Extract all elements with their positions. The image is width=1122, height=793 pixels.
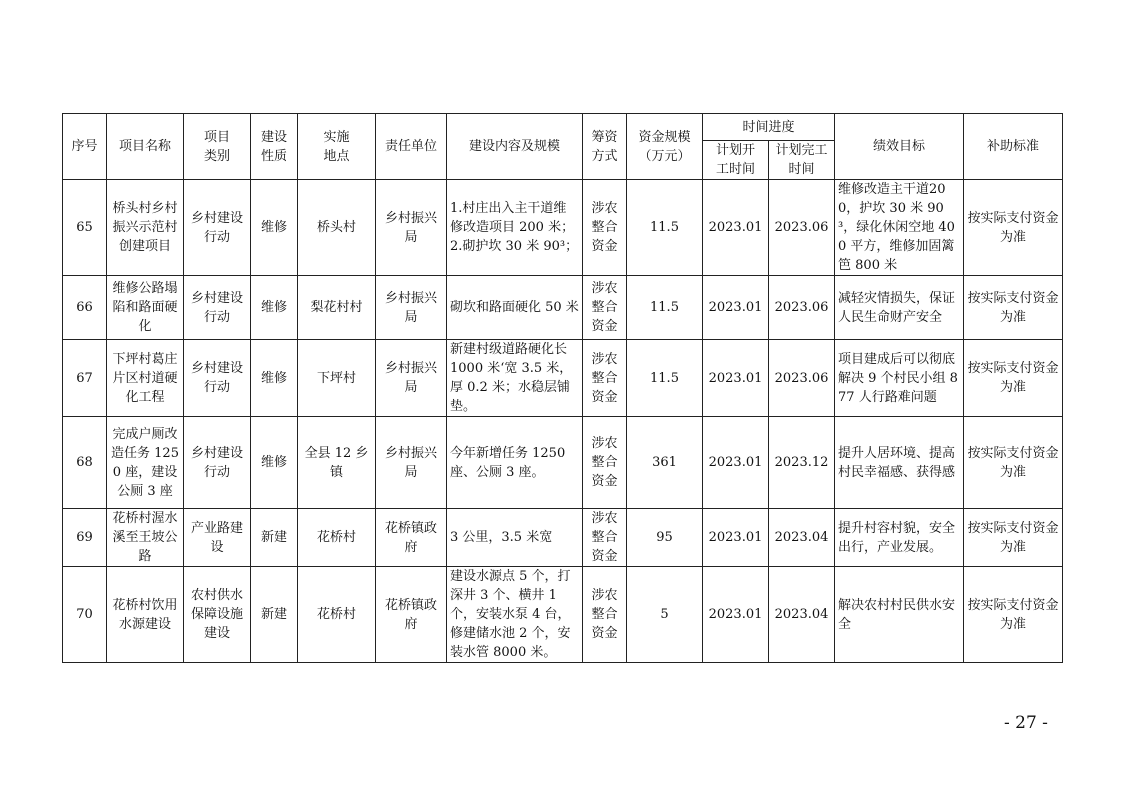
cell-scale: 11.5 [627, 340, 703, 417]
table-row [63, 417, 1063, 509]
cell-nature: 维修 [251, 340, 298, 417]
cell-category: 乡村建设行动 [184, 417, 251, 509]
header-location [298, 114, 376, 180]
cell-category: 乡村建设行动 [184, 180, 251, 276]
cell-nature: 新建 [251, 567, 298, 663]
cell-location: 花桥村 [298, 567, 376, 663]
cell-unit: 乡村振兴局 [376, 417, 447, 509]
header-name: 项目名称 [107, 114, 184, 180]
cell-scale: 11.5 [627, 180, 703, 276]
cell-funding: 涉农整合资金 [583, 417, 627, 509]
cell-unit: 乡村振兴局 [376, 276, 447, 340]
header-nature [251, 114, 298, 180]
cell-scale: 361 [627, 417, 703, 509]
cell-name: 桥头村乡村振兴示范村创建项目 [107, 180, 184, 276]
cell-category: 乡村建设行动 [184, 340, 251, 417]
cell-category: 乡村建设行动 [184, 276, 251, 340]
project-table [62, 113, 1063, 663]
header-unit: 责任单位 [376, 114, 447, 180]
cell-funding: 涉农整合资金 [583, 180, 627, 276]
cell-funding: 涉农整合资金 [583, 276, 627, 340]
cell-goal: 项目建成后可以彻底解决 9 个村民小组 877 人行路难问题 [835, 340, 964, 417]
cell-nature: 维修 [251, 180, 298, 276]
cell-start: 2023.01 [703, 509, 769, 567]
header-category [184, 114, 251, 180]
cell-nature: 维修 [251, 417, 298, 509]
cell-unit: 乡村振兴局 [376, 180, 447, 276]
cell-end: 2023.12 [769, 417, 835, 509]
cell-subsidy: 按实际支付资金为准 [964, 417, 1063, 509]
cell-funding: 涉农整合资金 [583, 567, 627, 663]
cell-goal: 提升村容村貌，安全出行，产业发展。 [835, 509, 964, 567]
cell-seq: 65 [63, 180, 107, 276]
table-body [63, 180, 1063, 663]
cell-nature: 新建 [251, 509, 298, 567]
cell-subsidy: 按实际支付资金为准 [964, 340, 1063, 417]
cell-nature: 维修 [251, 276, 298, 340]
header-funding [583, 114, 627, 180]
cell-end: 2023.06 [769, 276, 835, 340]
cell-unit: 花桥镇政府 [376, 509, 447, 567]
cell-unit: 乡村振兴局 [376, 340, 447, 417]
cell-end: 2023.04 [769, 509, 835, 567]
cell-category: 产业路建设 [184, 509, 251, 567]
table-row [63, 180, 1063, 276]
cell-scale: 5 [627, 567, 703, 663]
header-end [769, 141, 835, 180]
cell-scale: 11.5 [627, 276, 703, 340]
table-header [63, 114, 1063, 180]
cell-location: 花桥村 [298, 509, 376, 567]
cell-name: 花桥村渥水溪至王坡公路 [107, 509, 184, 567]
cell-seq: 67 [63, 340, 107, 417]
cell-content: 3 公里，3.5 米宽 [447, 509, 583, 567]
cell-location: 梨花村村 [298, 276, 376, 340]
header-seq: 序号 [63, 114, 107, 180]
cell-start: 2023.01 [703, 340, 769, 417]
table-row [63, 340, 1063, 417]
cell-content: 今年新增任务 1250 座、公厕 3 座。 [447, 417, 583, 509]
cell-name: 下坪村葛庄片区村道硬化工程 [107, 340, 184, 417]
header-location-text: 实施 地点 [323, 129, 350, 164]
cell-funding: 涉农整合资金 [583, 509, 627, 567]
header-funding-text: 筹资 方式 [591, 129, 618, 164]
cell-seq: 68 [63, 417, 107, 509]
table-row [63, 509, 1063, 567]
header-scale [627, 114, 703, 180]
cell-start: 2023.01 [703, 567, 769, 663]
cell-content: 1.村庄出入主干道维修改造项目 200 米；2.砌护坎 30 米 90³； [447, 180, 583, 276]
cell-goal: 维修改造主干道200，护坎 30 米 90³，绿化休闲空地 400 平方，维修加固篱笆 800 米 [835, 180, 964, 276]
cell-category: 农村供水保障设施建设 [184, 567, 251, 663]
cell-content: 砌坎和路面硬化 50 米 [447, 276, 583, 340]
cell-subsidy: 按实际支付资金为准 [964, 180, 1063, 276]
cell-start: 2023.01 [703, 180, 769, 276]
cell-location: 桥头村 [298, 180, 376, 276]
header-start-text: 计划开 工时间 [715, 143, 755, 177]
cell-location: 下坪村 [298, 340, 376, 417]
cell-start: 2023.01 [703, 276, 769, 340]
cell-unit: 花桥镇政府 [376, 567, 447, 663]
cell-seq: 66 [63, 276, 107, 340]
header-start [703, 141, 769, 180]
table-row [63, 567, 1063, 663]
header-schedule: 时间进度 [703, 114, 835, 141]
cell-goal: 减轻灾情损失，保证人民生命财产安全 [835, 276, 964, 340]
cell-end: 2023.04 [769, 567, 835, 663]
cell-funding: 涉农整合资金 [583, 340, 627, 417]
cell-goal: 解决农村村民供水安全 [835, 567, 964, 663]
cell-seq: 70 [63, 567, 107, 663]
header-category-text: 项目 类别 [203, 129, 230, 164]
cell-seq: 69 [63, 509, 107, 567]
cell-end: 2023.06 [769, 340, 835, 417]
header-end-text: 计划完工 时间 [775, 143, 828, 177]
header-content: 建设内容及规模 [447, 114, 583, 180]
cell-location: 全县 12 乡镇 [298, 417, 376, 509]
table-row [63, 276, 1063, 340]
header-nature-text: 建设 性质 [260, 129, 287, 164]
cell-start: 2023.01 [703, 417, 769, 509]
header-subsidy: 补助标准 [964, 114, 1063, 180]
header-goal: 绩效目标 [835, 114, 964, 180]
cell-goal: 提升人居环境、提高村民幸福感、获得感 [835, 417, 964, 509]
header-scale-text: 资金规模 （万元） [638, 129, 691, 164]
cell-subsidy: 按实际支付资金为准 [964, 276, 1063, 340]
cell-subsidy: 按实际支付资金为准 [964, 509, 1063, 567]
cell-subsidy: 按实际支付资金为准 [964, 567, 1063, 663]
cell-content: 新建村级道路硬化长 1000 米‘宽 3.5 米，厚 0.2 米；水稳层铺垫。 [447, 340, 583, 417]
cell-scale: 95 [627, 509, 703, 567]
cell-name: 花桥村饮用水源建设 [107, 567, 184, 663]
page-number: - 27 - [1004, 713, 1048, 733]
cell-content: 建设水源点 5 个，打深井 3 个、横井 1 个，安装水泵 4 台，修建储水池 2 个，安装水管 8000 米。 [447, 567, 583, 663]
cell-end: 2023.06 [769, 180, 835, 276]
cell-name: 完成户厕改造任务 1250 座，建设公厕 3 座 [107, 417, 184, 509]
cell-name: 维修公路塌陷和路面硬化 [107, 276, 184, 340]
